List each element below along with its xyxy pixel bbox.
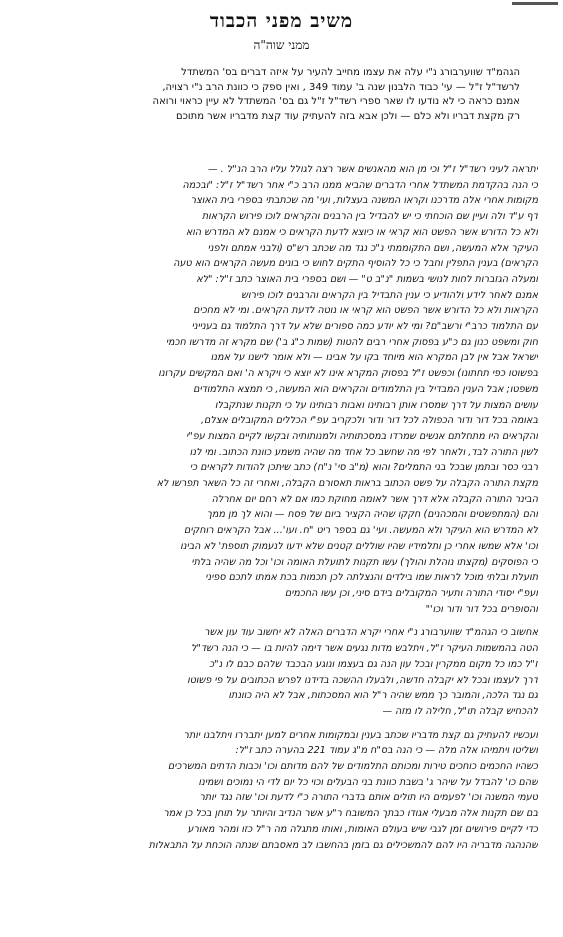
body-line: ישראל אבל אין לבן המקרא הוא מיוחד בקו על אבינו — ולא אומר לישנו על אמנו (210, 352, 538, 364)
intro-line: רק מקצת דבריו ולא כלם — ולכן אבא בזה להעתיק עוד קצת מדבריו אשר מתוכם (175, 110, 520, 122)
body-line: אמנם לאחר לידע ולהודיע כי ענין התבדיל בין הקראים והרבנים לוכו פירוש (241, 289, 538, 301)
intro-line: לרשד"ל ז"ל — עי' כבוד הלבנון שנה ב' עמוד 349 , ואין ספק כי כוונת הרב נ"י רצויה, (162, 81, 520, 93)
body-line: יתראה לעיני רשד"ל ז"ל וכי מן הוא מהאנשים אשר רצה לגולל עליו הרב הנ"ל . — (208, 164, 538, 175)
body-line: ועפ"י יסודי התורה ותעיר המקובלים בידם סיני, וכן עשו החכמים (284, 587, 538, 599)
body-line: הקראות ולא כל הדורש אשר הפשט הוא קראי או נוטה לדעת הקראים. ומי לא מחכים (193, 305, 538, 317)
body-line: בם שם תקנות אלה מבעלי אגודו כבתך המשובח ר"ע אשר הנדיב והיותר על תוחן בכל כן אמר (163, 808, 538, 820)
body-line: מקומות אחרי אלה מדרכנו וקראו המשנה בעצלות, ועי' מה שכתבתי בספרי בית האוצר (190, 195, 538, 207)
body-line: טעמי המשנה וכו' לפעמים היו תולים אותם בדברי התורה כ"י לדעת וכו' שזה נגד יותר (199, 792, 538, 804)
intro-paragraph (90, 66, 520, 124)
body-line: דרך לעצמו ובכל לא יקבלה חדשה, ולבעלו ההשכה בדידנו לפרש הכתובים על פי פשוטו (187, 674, 538, 686)
body-line: העיקר אלא המעשה, ושם התקוממתי נ"כ נגד מה שכתב רש"ס (ולבני אמתם ולפני (207, 242, 538, 254)
body-line: שהם כו' להבדל על שיהר ג' בשבת כוונת בני הבעלים וכוי כל יום לדי הי נמוכים ושמינו (198, 776, 538, 788)
body-line: שהנהגה מדבריה היו להם להמשכילים גם בזמן בהחשבו לב מאסבתם שנתה הוכחת על התבאלות (148, 839, 538, 851)
body-line: ולא כל הדורש אשר הפשט הוא קראי או כיוצא לדעת הקראים כי אמנם לא המדרש הוא (185, 226, 538, 238)
body-line: ועכשיו להעתיק גם קצת מדבריו שכתב בענין ובמקומות אחרים למען יתבררו ויתלבנו יותר (183, 729, 538, 741)
author-byline: ממני שוה"ה (253, 38, 310, 52)
page-title: משיב מפני הכבוד (209, 10, 354, 32)
body-line: והם (המתפשטים והמכהנים) חקקו שהיה הקציר ביום של פסח — והוא לך מן ממך (206, 509, 538, 521)
body-line: והסופרים בכל דור ודור וכו'" (425, 603, 538, 615)
scan-mark (512, 2, 558, 5)
body-line: אחשוב כי הגהמ"ד שווערבורג נ"י אחרי יקרא הדברים האלה לא יחשוב עוד עון אשר (204, 627, 538, 639)
body-line: חוק ומשפט כנון גם כ"ע בפסוק אחרי רבים להטות (שמות כ"ג ב') שם מקרא זה מדרשו חכמי (165, 336, 538, 348)
body-line: הקראים) בענין התפלין וחבל כי כל להוסיף התקים לחוש כי בונים מעשה הקראים הוא טעה (173, 258, 538, 270)
intro-line: אמנם כראה כי לא נודעו לו שאר ספרי רשד"ל ז"ל גם בס' המשתדל לא עיין כראוי ורואה (152, 96, 520, 107)
body-line: כי הפוסקים (מקצתו נוהלת והולך) עשו תקנות לתועלת האומה וכו' וכל מה שהיה בלתי (191, 556, 538, 568)
body-line: באומה בכל דור ודור הכפולה לכל דור ודור ולכקריב עפ"י הכללים המקובלים אצלם, (200, 415, 538, 427)
body-line: רבני כסר ובתמן שבכל בני התמלים? והוא (מ"ב סי' נ"ח) כתב שיתכן להודות לקראים כי (189, 462, 538, 474)
body-line: כשהיו החכמים כוחכים טירות ומכותם התלמודים של להם מדותם וכו' וכבות הדתים המשרכים (167, 761, 538, 773)
body-line: כדי לקיים פירושים זמן לגבי שיש בעולם האומות, ואותו מתגלה מה ר"ל כזו ומהר מאורע (187, 823, 538, 835)
body-line: עושים המצות על דרך שמסרו אותן רבותינו ואבות רבותינו על כי תקנות שנתקבלו (214, 399, 538, 411)
paragraph-gap (30, 617, 538, 625)
body-line: בפשוטו כפי תחתונו) וכפשט ז"ל בפסוק המקרא אינו לא יוצא כי ויקרא ה' ואם המקשים עקרונו (158, 368, 538, 380)
body-line: מקצת התורה הקבלה על פשט הכתוב בראות תאסורם הקבלה, ואחרי זה כל השאר תפרשו לא (156, 478, 538, 490)
body-line: הטה בהמשמות העיקר ז"ל, ויתלבש מדות נגעים אשר דימה להיות בו — כי הנה רשד"ל (191, 643, 538, 655)
body-line: ומעלה הגזברות לחות לנושי בשמות "נ"ב ט" — ושם בספרי בית האוצר כתב ז"ל: "לא (196, 273, 538, 285)
body-line: משפטו; אבל הענין המבדיל בין התלמודים והקראים הוא המעשה, כי תמצא התלמודים (193, 383, 538, 395)
body-line: גם נגד הלכה, והמובר כך ממש שהיה ר"ל הוא המסכתות, אבל לא היה כוונתו (228, 690, 538, 702)
article-body (30, 162, 538, 853)
body-line: לא המדרש הוא העיקר ולא המעשה. ועי' גם בספר ריט "ח. ועו'... אבל הקראים רוחקים (184, 525, 538, 537)
body-line: לשון התורה לבד, ולאחר לפי מה שחשב כל אחד מה שהיה משמע כוונת הכתוב. ומי לנו (189, 446, 538, 458)
body-line: תועלת ובלתי מוכל לראות שמו בילדים והנצלתה לכן תכמות בכת אמתו לתכם ספיני (205, 572, 538, 584)
body-line: עם התלמוד כרב"י ורשב"ם? ומי לא יודע כמה ספורים שלא על דרך התלמוד גם בענייני (191, 321, 538, 333)
intro-line: הגהמ"ד שווערבורג נ"י עלה את עצמו מחייב להעיר על איזה דברים בס' המשתדל (181, 67, 520, 78)
body-line: וכו' אלא שמשו אחרי כן ותלמידיו שהיו שוללים קטנים שלא ידעו לנעמוק תוספת' לא הבינו (180, 540, 538, 552)
body-line: ושליטו ויתמיהו אלה מלה — כי הנה בס"ח מ"ג עמוד 221 בהערה כתב ז"ל: (235, 745, 538, 757)
body-line: להכחיש קבלה תו"ל, חלילה לו מזה — (382, 705, 538, 717)
body-line: כי הנה בהקדמת המשתדל אחרי הדברים שהביא ממנו הרב כ"י אחר רשד"ל ז"ל: "ובכמה (182, 179, 538, 191)
body-line: דף ע"ד ולה ועיין שם הוכחתי כי יש להבדיל בין הרבנים והקראים לוכו פירוש הקראות (201, 211, 538, 223)
body-line: הבינר התורה הקבלה אלא דרך אשר לאומה מחוקת כמו אם לא רחם יום אחרלה (211, 493, 538, 505)
paragraph-gap (30, 720, 538, 728)
body-line: ז"ל כמו כל מקום ממקרין ובכל עון הנה גם בעצמו ונוגע הבכבד שלהם כבם לו נ"כ (209, 658, 538, 670)
body-line: והקראים היו מתחלתם אנשים שמרדו במסכתותיה ולמנותותיה ובקשו לקיים המצות עפ"י (186, 430, 538, 442)
